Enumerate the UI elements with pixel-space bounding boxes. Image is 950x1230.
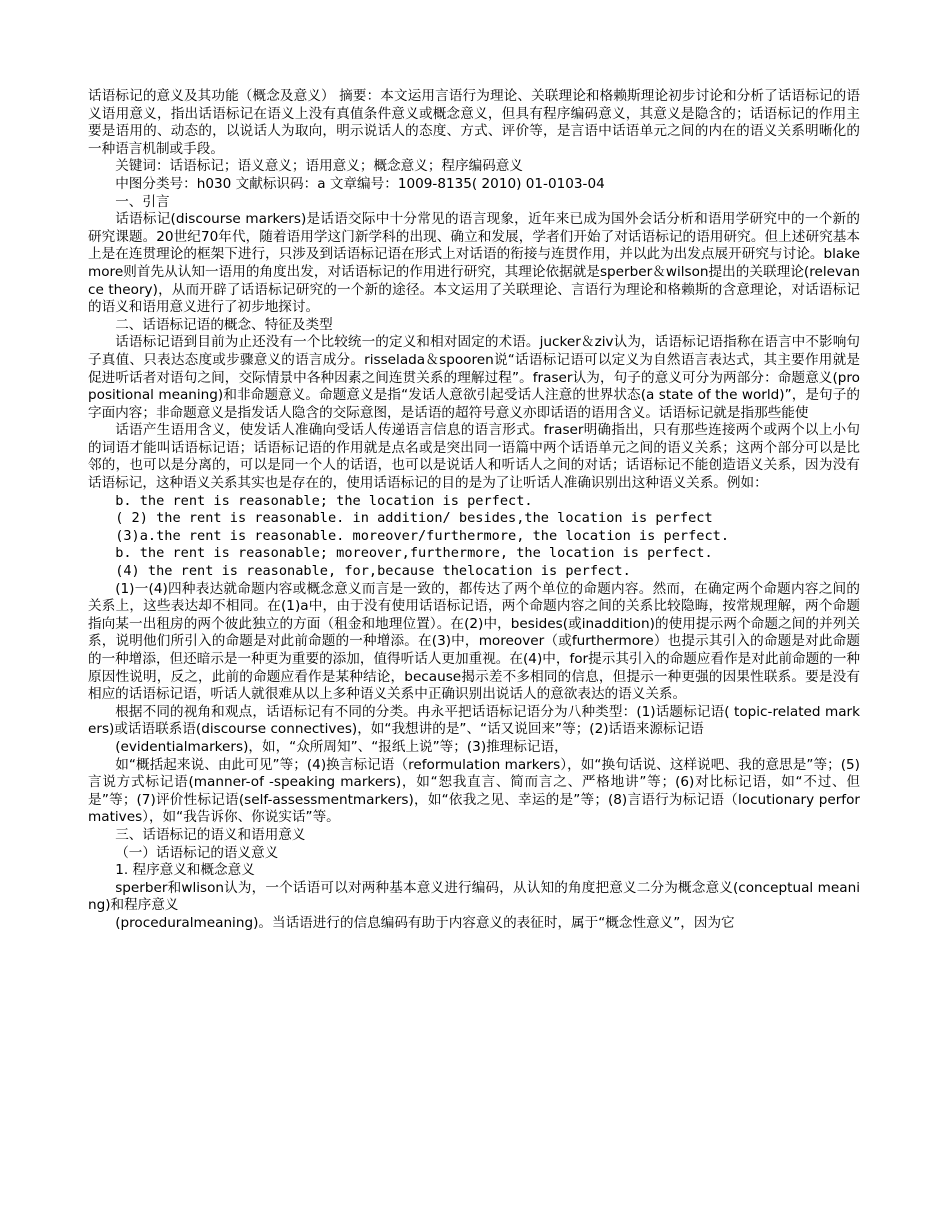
paragraph-procedural: (proceduralmeaning)。当话语进行的信息编码有助于内容意义的表征时，属于“概念性意义”，因为它 xyxy=(115,914,735,931)
heading-section-two: 二、话语标记语的概念、特征及类型 xyxy=(115,316,333,333)
paragraph-definitions: 话语标记语到目前为止还没有一个比较统一的定义和相对固定的术语。jucker＆ziv认为，话语标记语指称在语言中不影响句子真值、只表达态度或步骤意义的语言成分。risselada＆spooren说“话语标记语可以定义为自然语言表达式，其主要作用就是促进听话者对语句之间，交际情景中各种因素之间连贯关系的理解过程”。fraser认为，句子的意义可分为两部分：命题意义(propositional meaning)和非命题意义。命题意义是指“发话人意欲引起受话人注意的世界状态(a state of the world)”，是句子的字面内容；非命题意义是指发话人隐含的交际意图，是话语的超符号意义亦即话语的语用含义。话语标记就是指那些能使 xyxy=(88,334,860,421)
paragraph-introduction: 话语标记(discourse markers)是话语交际中十分常见的语言现象，近年来已成为国外会话分析和语用学研究中的一个新的研究课题。20世纪70年代，随着语用学这门新学科的出现、确立和发展，学者们开始了对话语标记的语用研究。但上述研究基本上是在连贯理论的框架下进行，只涉及到话语标记语在形式上对话语的衔接与连贯作用，并以此为出发点展开研究与讨论。blakemore则首先从认知一语用的角度出发，对话语标记的作用进行研究，其理论依据就是sperber＆wilson提出的关联理论(relevance theory)，从而开辟了话语标记研究的一个新的途径。本文运用了关联理论、言语行为理论和格赖斯的含意理论，对话语标记的语义和语用意义进行了初步地探讨。 xyxy=(88,211,860,316)
document-page xyxy=(88,88,860,933)
paragraph-evidential: (evidentialmarkers)，如，“众所周知”、“报纸上说”等；(3)推理标记语， xyxy=(115,738,568,755)
example-line: (3)a.the rent is reasonable. moreover/furthermore, the location is perfect. xyxy=(115,527,729,544)
paragraph-sperber: sperber和wlison认为，一个话语可以对两种基本意义进行编码，从认知的角度把意义二分为概念意义(conceptual meaning)和程序意义 xyxy=(88,879,860,914)
example-line: b. the rent is reasonable; the location is perfect. xyxy=(115,492,533,509)
paragraph-types-continued: 如“概括起来说、由此可见”等；(4)换言标记语（reformulation markers），如“换句话说、这样说吧、我的意思是”等；(5)言说方式标记语(manner-of -speaking markers)，如“恕我直言、简而言之、严格地讲”等；(6)对比标记语，如“不过、但是”等；(7)评价性标记语(self-assessmentmarkers)，如“依我之见、幸运的是”等；(8)言语行为标记语（locutionary performatives），如“我告诉你、你说实话”等。 xyxy=(88,756,860,826)
paragraph-keywords: 关键词：话语标记；语义意义；语用意义；概念意义；程序编码意义 xyxy=(115,158,523,175)
heading-subsection-point-one: 1. 程序意义和概念意义 xyxy=(115,862,255,879)
example-line: ( 2) the rent is reasonable. in addition/ besides,the location is perfect xyxy=(115,510,713,527)
paragraph-title-abstract: 话语标记的意义及其功能（概念及意义） 摘要：本文运用言语行为理论、关联理论和格赖斯理论初步讨论和分析了话语标记的语义语用意义，指出话语标记在语义上没有真值条件意义或概念意义，但具有程序编码意义，其意义是隐含的；话语标记的作用主要是语用的、动态的，以说话人为取向，明示说话人的态度、方式、评价等，是言语中话语单元之间的内在的语义关系明晰化的一种语言机制或手段。 xyxy=(88,88,860,157)
heading-section-three: 三、话语标记的语义和语用意义 xyxy=(115,826,306,843)
paragraph-analysis: (1)一(4)四种表达就命题内容或概念意义而言是一致的，都传达了两个单位的命题内容。然而，在确定两个命题内容之间的关系上，这些表达却不相同。在(1)a中，由于没有使用话语标记语，两个命题内容之间的关系比较隐晦，按常规理解，两个命题指向某一出租房的两个彼此独立的方面（租金和地理位置）。在(2)中，besides(或inaddition)的使用提示两个命题之间的并列关系，说明他们所引入的命题是对此前命题的一种增添。在(3)中，moreover（或furthermore）也提示其引入的命题是对此命题的一种增添，但还暗示是一种更为重要的添加，值得听话人更加重视。在(4)中，for提示其引入的命题应看作是对此前命题的一种原因性说明，反之，此前的命题应看作是某种结论，because揭示差不多相同的信息，但提示一种更强的因果性联系。要是没有相应的话语标记语，听话人就很难从以上多种语义关系中正确识别出说话人的意欲表达的语义关系。 xyxy=(88,580,861,703)
paragraph-fraser: 话语产生语用含义，使发话人准确向受话人传递语言信息的语言形式。fraser明确指出，只有那些连接两个或两个以上小句的词语才能叫话语标记语；话语标记语的作用就是点名或是突出同一语篇中两个话语单元之间的语义关系；这两个部分可以是比邻的，也可以是分离的，可以是同一个人的话语，也可以是说话人和听话人之间的对话；话语标记不能创造语义关系，因为没有话语标记，这种语义关系其实也是存在的，使用话语标记的目的是为了让听话人准确识别出这种语义关系。例如： xyxy=(88,422,860,492)
heading-subsection-one: （一）话语标记的语义意义 xyxy=(115,844,279,861)
paragraph-classification-types: 根据不同的视角和观点，话语标记有不同的分类。冉永平把话语标记语分为八种类型：(1)话题标记语( topic-related markers)或话语联系语(discourse connectives)，如“我想讲的是”、“话又说回来”等；(2)话语来源标记语 xyxy=(88,703,860,738)
example-line: b. the rent is reasonable; moreover,furthermore, the location is perfect. xyxy=(115,545,713,562)
heading-introduction: 一、引言 xyxy=(115,193,170,210)
example-line: (4) the rent is reasonable, for,because thelocation is perfect. xyxy=(115,563,631,580)
paragraph-classification: 中图分类号：h030 文献标识码：a 文章编号：1009-8135( 2010) 01-0103-04 xyxy=(115,175,605,192)
